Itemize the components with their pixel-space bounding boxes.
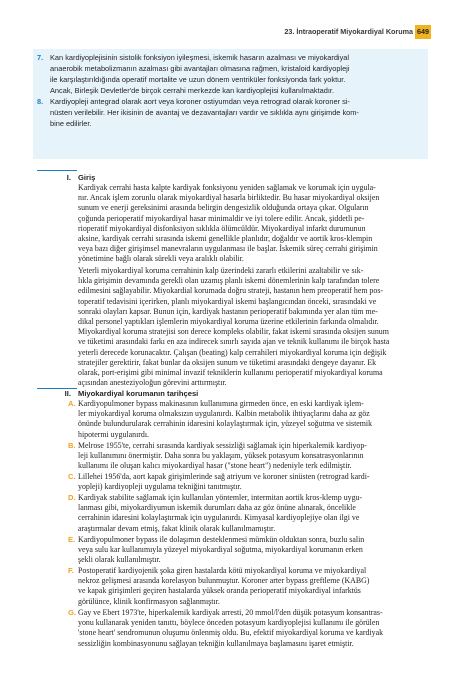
text-line: cerrahinin idaresini kolaylaştırmak için uygulanırdı. Kimyasal kardiyoplejiye olan ilgi ve [78, 513, 360, 523]
history-item-f [68, 566, 430, 607]
section-title: Giriş [78, 173, 96, 182]
text-line: veya bazı diğer girişimsel manevraların uygulanması ile başlar. İskemik süreç cerrahi girişimin [78, 244, 378, 254]
summary-item-number: 8. [37, 97, 44, 106]
text-line: nüsten verilebilir. Her ikisinin de avantaj ve dezavantajları vardır ve sıklıkla aynı girişimde kom- [50, 107, 359, 117]
text-line: sessizliğin kombinasyonunu sağlayan tekniğin kullanılmaya başlamasını işaret etmiştir. [78, 638, 354, 648]
text-line: Kardiyak stabilite sağlamak için kullanılan yöntemler, intermitan aortik kros-klemp uygu- [78, 493, 363, 502]
list-letter: C. [68, 472, 76, 481]
list-letter: F. [68, 566, 74, 575]
history-item-a [68, 399, 430, 440]
paragraph-intro-2 [78, 266, 430, 388]
history-item-d [68, 493, 430, 534]
text-line: Miyokardiyal koruma stratejisi son derece kompleks olabilir, fakat iskemi sırasında oksijen sunum [78, 327, 389, 337]
text-line: edilmesini sağlayabilir. Miyokardial korumada doğru strateji, hastanın hem preoperatif hem pos- [78, 286, 384, 296]
text-line: şekli olarak kullanılmıştır. [78, 555, 161, 565]
summary-item-8 [37, 97, 420, 130]
text-line: yönetimine bağlı olarak sürekli veya aralıklı olabilir. [78, 254, 244, 264]
section-number: I. [66, 173, 71, 182]
text-line: Kardiyopulmoner bypass ile dolaşımın desteklenmesi mümkün olduktan sonra, buzlu salin [78, 535, 365, 544]
text-line: kullanımı ile oluşan kalıcı miyokardiyal hasar ("stone heart") nedeniyle terk edilmiştir. [78, 461, 352, 471]
page-header [0, 27, 453, 39]
section-rule [37, 170, 77, 171]
summary-box [33, 49, 428, 159]
text-line: yonu kullanarak yeniden tanıttı, böylece önceden potasyum kardiyoplejisi kullanımı ile görülen [78, 618, 380, 628]
text-line: lanması gibi, miyokardiyumun iskemik durumları daha az göz önüne alınarak, öncelikle [78, 503, 356, 513]
text-line: veya sulu kar kullanımıyla yüzeyel miyokardiyal soğutma, miyokardiyal korumanın erken [78, 545, 363, 555]
text-line: lıkla girişimin devamında gerekli olan uzamış planlı iskemi dönemlerinin kalp tarafından tolere [78, 276, 380, 286]
text-line: Melrose 1955'te, cerrahi sırasında kardiyak sessizliği sağlamak için hiperkalemik kardiyop- [78, 441, 367, 450]
text-line: 'stone heart' sendromunun oluşumu önlenmiş oldu. Bu, efektif miyokardiyal koruma ve kardiyak [78, 628, 384, 638]
text-line: Yeterli miyokardiyal koruma cerrahinin kalp üzerindeki zararlı etkilerini azaltabilir ve sık- [78, 266, 364, 275]
text-line: nekroz gelişmesi arasında korelasyon bulunmuştur. Koroner arter bypass greftleme (KABG) [78, 576, 370, 586]
text-line: Kan kardiyoplejisinin sistolik fonksiyon iyileşmesi, iskemik hasarın azalması ve miyokardiyal [50, 53, 350, 62]
history-item-g [68, 608, 430, 649]
text-line: ler miyokardiyal koruma olmaksızın uygulanırdı. Kalbin metabolik ihtiyaçlarını daha az göz [78, 409, 370, 419]
history-item-c [68, 472, 430, 492]
text-line: aksine, kardiyak cerrahi sırasında iskemi genellikle planlıdır, doğaldır ve aortik kros-klempin [78, 234, 373, 244]
text-line: dikal personel yaptıkları işlemlerin miyokardiyal koruma üzerine etkilerinin farkında olmalıdır. [78, 317, 379, 327]
page-number: 649 [415, 25, 431, 39]
text-line: açısından anesteziyoloğun görevini arttırmıştır. [78, 378, 227, 388]
text-line: görülünce, klinik konfirmasyon sağlanmıştır. [78, 596, 220, 606]
text-line: sonraki olayları kapsar. Bunun için, kardiyak hastanın perioperatif bakımında yer alan tüm me- [78, 306, 378, 316]
text-line: ile karşılaştırıldığında operatif mortalite ve uzun dönem ventriküler fonksiyonda fark yoktur. [50, 74, 346, 84]
text-line: sunum ve enerji gereksinimi arasında belirgin dengesizlik olduğunda ortaya çıkar. Olguların [78, 203, 369, 213]
list-letter: G. [68, 608, 77, 617]
section-number: II. [64, 389, 71, 398]
text-line: çoğunda perioperatif miyokardiyal hasar minimaldir ve iyi tolere edilir. Ancak, şiddetli pe- [78, 213, 365, 223]
list-letter: A. [68, 399, 76, 408]
text-line: bine edilirler. [50, 118, 92, 128]
text-line: önünde bulundurularak cerrahinin idaresini kolaylaştırmak için, yüzeyel soğutma ve sistemik [78, 419, 373, 429]
text-line: Gay ve Ebert 1973'te, hiperkalemik kardiyak arresti, 20 mmol/l'den düşük potasyum konsantras- [78, 608, 383, 617]
list-letter: D. [68, 493, 76, 502]
text-line: yopleji) kardiyopleji uygulama tekniğini tanıtmıştır. [78, 482, 242, 492]
summary-item-number: 7. [37, 53, 44, 62]
text-line: olarak, port-erişimi gibi minimal invazif tekniklerin kullanımı perioperatif miyokardiyal koruma [78, 368, 383, 378]
text-line: Kardiyopleji antegrad olarak aort veya koroner ostiyumdan veya retrograd olarak koroner si- [50, 97, 350, 106]
text-line: toperatif tedavisini içerirken, planlı miyokardiyal iskemi başlangıcından önceki, sırasındaki ve [78, 296, 377, 306]
history-item-b [68, 441, 430, 472]
text-line: hipotermi uygulanırdı. [78, 429, 150, 439]
text-line: araştırmalar devam etmiş, fakat klinik olarak kullanılmamıştır. [78, 523, 276, 533]
summary-item-7 [37, 53, 420, 97]
text-line: Kardiyak cerrahi hasta kalpte kardiyak fonksiyonu yeniden sağlamak ve korumak için uygula- [78, 183, 376, 192]
section-title: Miyokardiyal korumanın tarihçesi [78, 389, 199, 398]
list-letter: B. [68, 441, 76, 450]
text-line: anaerobik metabolizmanın azalması gibi avantajları olmasına rağmen, kristaloid kardiyopleji [50, 63, 350, 73]
chapter-title: 23. İntraoperatif Miyokardiyal Koruma [284, 27, 413, 36]
text-line: Postoperatif kardiyojenik şoka giren hastalarda kötü miyokardiyal koruma ve miyokardiyal [78, 566, 367, 575]
text-line: nır. Ancak işlem zorunlu olarak miyokardiyal hasarla birliktedir. Bu hasar miyokardiyal oksijen [78, 193, 380, 203]
text-line: leji kullanımını önermiştir. Daha sonra bu yaklaşım, yüksek potasyum konsatrasyonlarının [78, 451, 364, 461]
history-item-e [68, 535, 430, 566]
text-line: ve tüketimi arasındaki farkı en aza indirecek sınırlı sayıda ajan ve teknik kullanımı ile birçok hasta [78, 337, 390, 347]
text-line: Kardiyopulmoner bypass makinasının kullanımına girmeden önce, en eski kardiyak işlem- [78, 399, 364, 408]
text-line: ve kapak girişimleri geçiren hastalarda yüksek oranda perioperatif miyokardiyal infarktüs [78, 586, 361, 596]
list-letter: E. [68, 535, 76, 544]
text-line: Lillehei 1956'da, aort kapak girişimlerinde sağ atriyum ve koroner sinüsten (retrograd kardi- [78, 472, 370, 481]
text-line: stratejiler gerektirir, fakat bunlar da oksijen sunum ve tüketimi arasındaki dengeye dayanır. Ek [78, 357, 377, 367]
text-line: rioperatif miyokardiyal disfonksiyon sıklıkla ölümcüldür. Miyokardiyal infarkt durumunun [78, 223, 366, 233]
text-line: yeterli derecede korunacaktır. Çalışan (beating) kalp cerrahileri miyokardiyal koruma için değişik [78, 347, 387, 357]
paragraph-intro-1 [78, 183, 430, 265]
text-line: Ancak, Birleşik Devletler'de birçok cerrahi merkezde kan kardiyoplejisi kullanılmaktadır. [50, 85, 335, 95]
